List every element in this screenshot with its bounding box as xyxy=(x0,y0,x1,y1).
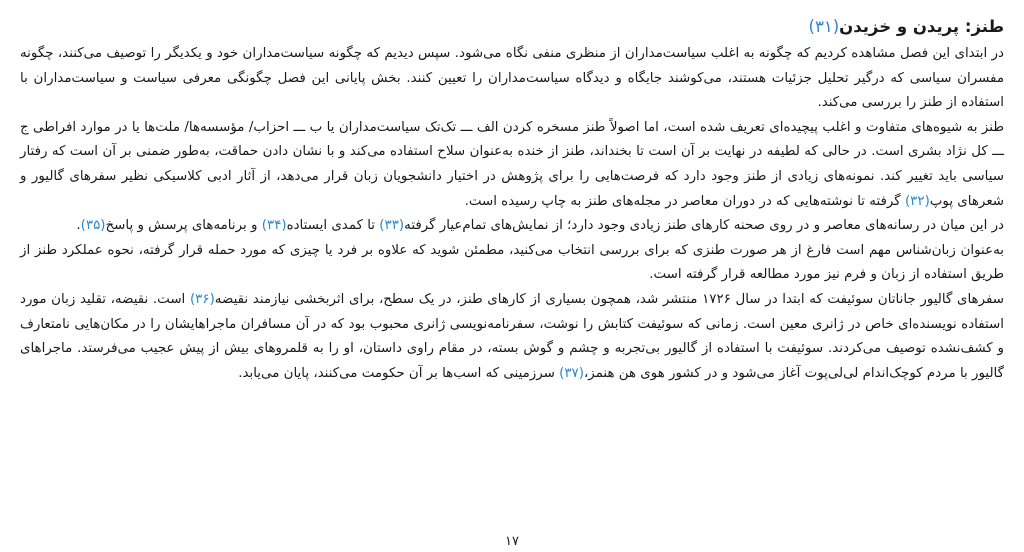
paragraph-5 xyxy=(20,288,1004,386)
citation-marker: (۳۷) xyxy=(559,365,584,381)
section-heading xyxy=(20,14,1004,40)
text-run: و برنامه‌های پرسش و پاسخ xyxy=(105,218,262,234)
text-run: سرزمینی که اسب‌ها بر آن حکومت می‌کنند، پایان می‌یابد. xyxy=(238,365,560,381)
text-run: به‌عنوان زبان‌شناس مهم است فارغ از هر صورت طنزی که برای بررسی انتخاب می‌کنید، مطمئن شوید که علاوه بر فرد یا چیزی که مورد حمله قرار گرفته، نحوه عملکرد طنز از طریق استفاده از زبان و فرم نیز مورد مطالعه قرار گرفته است. xyxy=(20,242,1004,283)
paragraph-2 xyxy=(20,116,1004,214)
paragraph-3 xyxy=(20,214,1004,239)
section-heading-text: طنز: پریدن و خزیدن xyxy=(839,17,1004,36)
page-number: ۱۷ xyxy=(505,534,519,549)
body-text xyxy=(20,42,1004,386)
paragraph-4 xyxy=(20,239,1004,288)
text-run: در ابتدای این فصل مشاهده کردیم که چگونه به اغلب سیاست‌مداران از منظری منفی نگاه می‌شود. سپس دیدیم که چگونه سیاست‌مداران خود و یکدیگر را توصیف می‌کنند، چگونه مفسران سیاسی که درگیر تحلیل جزئیات هستند، می‌کوشند جایگاه و دیدگاه سیاست‌مداران را تعیین کنند. بخش پایانی این فصل چگونگی معرفی سیاست و سیاست‌مداران با استفاده از طنز را بررسی می‌کند. xyxy=(20,46,1004,111)
text-run: . xyxy=(76,218,81,234)
text-run: طنز به شیوه‌های متفاوت و اغلب پیچیده‌ای تعریف شده است، اما اصولاً طنز مسخره کردن الف ـــ تک‌تک سیاست‌مداران یا ب ـــ احزاب/ مؤسسه‌ها/ ملت‌ها یا در موارد افراطی ج ـــ کل نژاد بشری است. در حالی که لطیفه در نهایت بر آن است تا بخنداند، طنز از خنده به‌عنوان سلاح استفاده می‌کند و با نشان دادن حماقت، به‌طور ضمنی بر آن است که رفتار سیاسی باید تغییر کند. نمونه‌های زیادی از طنز وجود دارد که فرصت‌هایی را برای پژوهش در اختیار دانشجویان زبان قرار می‌دهد، از آثار ادبی کلاسیکی نظیر سفرهای گالیور و شعرهای پوپ xyxy=(20,119,1004,209)
citation-marker: (۳۶) xyxy=(189,291,215,307)
paragraph-1 xyxy=(20,42,1004,116)
citation-marker: (۳۵) xyxy=(80,218,106,234)
text-run: در این میان در رسانه‌های معاصر و در روی صحنه کارهای طنز زیادی وجود دارد؛ از نمایش‌های تمام‌عیار گرفته xyxy=(404,218,1004,234)
citation-marker: (۳۲) xyxy=(904,193,930,209)
text-run: گرفته تا نوشته‌هایی که در دوران معاصر در مجله‌های طنز به چاپ رسیده است. xyxy=(464,193,905,209)
text-run: سفرهای گالیور جاناتان سوئیفت که ابتدا در سال ۱۷۲۶ منتشر شد، همچون بسیاری از کارهای طنز، در یک سطح، برای اثربخشی نیازمند نقیضه xyxy=(214,291,1004,307)
heading-citation: (۳۱) xyxy=(808,17,840,36)
text-run: است. نقیضه، تقلید زبان مورد استفاده نویسنده‌ای خاص در ژانری معین است. زمانی که سوئیفت کتابش را نوشت، سفرنامه‌نویسی ژانری محبوب بود که در آن مسافران ماجراهایشان را در مکان‌هایی نامتعارف و کشف‌نشده توصیف می‌کردند. سوئیفت با استفاده از گالیور بی‌تجربه و چشم و گوش بسته، در مقام راوی داستان، او را به قلمروهای بیش از پیش عجیب می‌فرستد. ماجراهای گالیور با مردم کوچک‌اندام لی‌لی‌پوت آغاز می‌شود و در کشور هوی هن هنمز، xyxy=(20,291,1004,381)
citation-marker: (۳۴) xyxy=(261,218,287,234)
text-run: تا کمدی ایستاده xyxy=(286,218,380,234)
citation-marker: (۳۳) xyxy=(379,218,405,234)
